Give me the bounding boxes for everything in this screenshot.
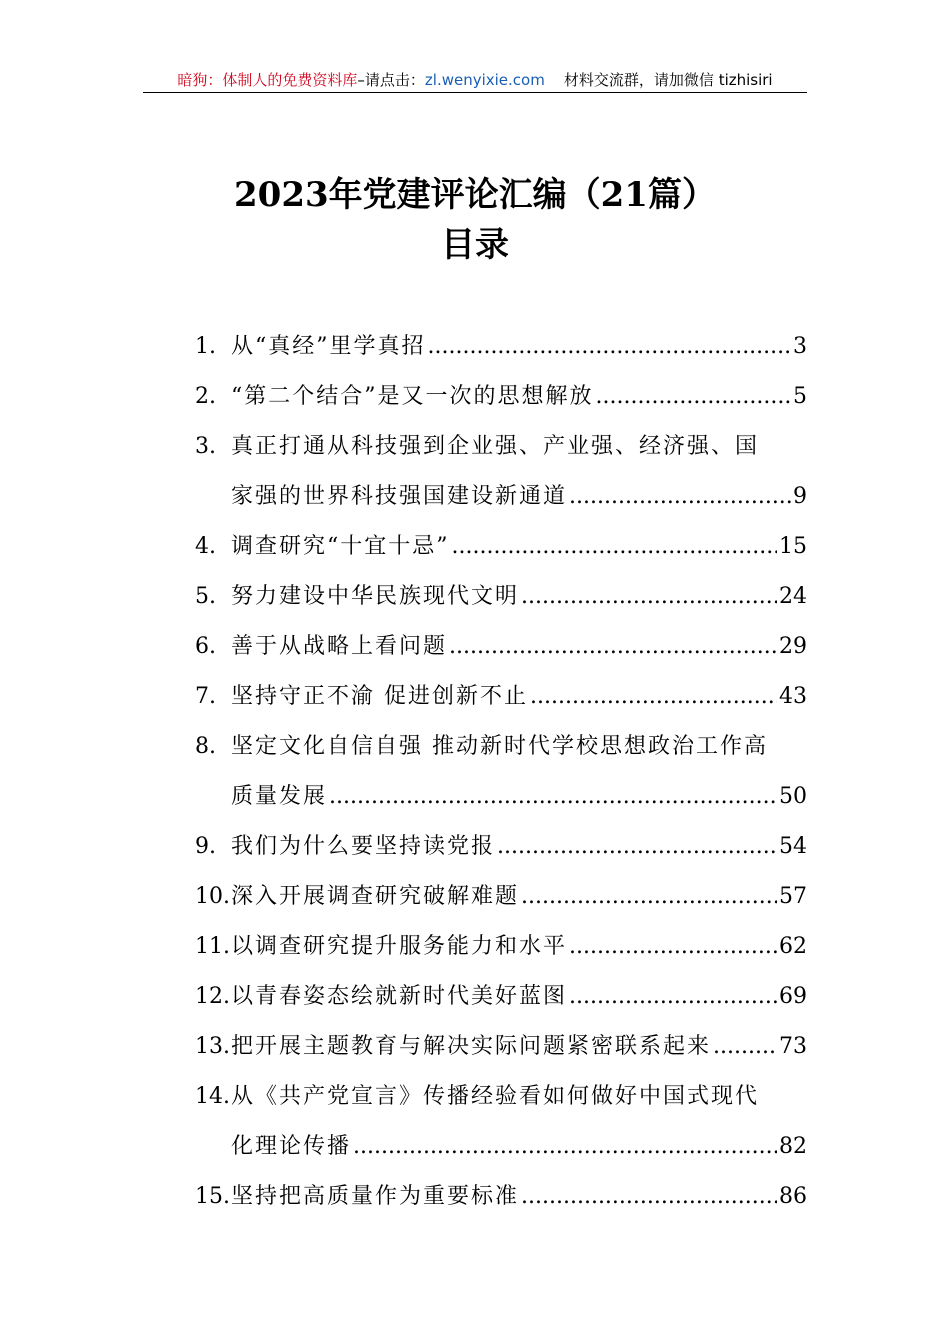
toc-entry-number: 7. [195,684,216,709]
toc-entry-title: 坚持守正不渝 促进创新不止 [231,684,528,709]
toc-entry-title: 善于从战略上看问题 [231,634,448,659]
toc-entry-page: 15 [779,534,807,559]
header-click-prompt: –请点击： [357,71,425,89]
toc-entry-page: 3 [793,334,807,359]
toc-entry-title: 努力建设中华民族现代文明 [231,584,520,609]
toc-entry-title: 我们为什么要坚持读党报 [231,834,496,859]
document-title: 2023年党建评论汇编（21篇） [234,175,716,215]
toc-entry-page: 86 [779,1184,807,1209]
page-header [143,68,807,93]
toc-entry-title: “第二个结合”是又一次的思想解放 [231,384,594,409]
toc-heading: 目录 [441,225,509,265]
toc-entry-title: 从《共产党宣言》传播经验看如何做好中国式现代 [231,1084,760,1109]
toc-entry-title: 坚持把高质量作为重要标准 [231,1184,520,1209]
toc-entry-number: 2. [195,384,216,409]
toc-entry-page: 54 [779,834,807,859]
toc-entry[interactable] [195,972,807,1022]
toc-entry-number: 9. [195,834,216,859]
toc-entry[interactable] [195,822,807,872]
toc-entry-continuation[interactable] [195,1122,807,1172]
toc-entry-number: 8. [195,734,216,759]
toc-entry[interactable] [195,872,807,922]
toc-entry[interactable] [195,722,807,772]
toc-entry[interactable] [195,522,807,572]
header-site-name: 暗狗：体制人的免费资料库 [177,71,358,89]
dot-leader [497,822,777,872]
toc-entry-page: 9 [793,484,807,509]
dot-leader [428,322,792,372]
toc-entry[interactable] [195,372,807,422]
toc-entry-continuation[interactable] [195,772,807,822]
toc-entry-page: 24 [779,584,807,609]
toc-entry-title-cont: 质量发展 [231,784,328,809]
toc-entry-title-cont: 化理论传播 [231,1134,352,1159]
toc-entry[interactable] [195,572,807,622]
toc-entry[interactable] [195,622,807,672]
toc-entry-page: 57 [779,884,807,909]
toc-entry-title: 调查研究“十宜十忌” [231,534,450,559]
toc-entry-number: 12. [195,984,230,1009]
toc-entry-page: 5 [793,384,807,409]
toc-entry-number: 14. [195,1084,230,1109]
toc-entry-page: 62 [779,934,807,959]
toc-entry-page: 73 [779,1034,807,1059]
toc-entry-page: 50 [779,784,807,809]
dot-leader [596,372,792,422]
toc-entry-page: 82 [779,1134,807,1159]
dot-leader [713,1022,777,1072]
dot-leader [569,972,777,1022]
toc-entry-number: 11. [195,934,230,959]
dot-leader [569,922,777,972]
toc-entry[interactable] [195,322,807,372]
toc-entry-number: 4. [195,534,216,559]
toc-entry-number: 1. [195,334,216,359]
toc-entry-number: 15. [195,1184,230,1209]
toc-entry-title: 真正打通从科技强到企业强、产业强、经济强、国 [231,434,760,459]
toc-entry-number: 10. [195,884,230,909]
dot-leader [569,472,791,522]
dot-leader [353,1122,777,1172]
dot-leader [449,622,777,672]
toc-entry[interactable] [195,1172,807,1222]
toc-entry[interactable] [195,1022,807,1072]
toc-entry[interactable] [195,922,807,972]
dot-leader [452,522,778,572]
toc-entry-number: 3. [195,434,216,459]
toc-entry-number: 5. [195,584,216,609]
toc-entry[interactable] [195,672,807,722]
toc-entry[interactable] [195,422,807,472]
toc-entry-page: 29 [779,634,807,659]
toc-entry-title: 以青春姿态绘就新时代美好蓝图 [231,984,568,1009]
dot-leader [521,572,777,622]
header-wechat-note: 材料交流群，请加微信 tizhisiri [563,71,773,89]
toc-entry-number: 6. [195,634,216,659]
toc-entry-title: 深入开展调查研究破解难题 [231,884,520,909]
table-of-contents [195,322,807,1222]
toc-entry-page: 43 [779,684,807,709]
toc-entry-title: 以调查研究提升服务能力和水平 [231,934,568,959]
toc-entry-number: 13. [195,1034,230,1059]
header-url-link[interactable]: zl.wenyixie.com [424,71,545,89]
toc-entry-continuation[interactable] [195,472,807,522]
toc-entry-title: 坚定文化自信自强 推动新时代学校思想政治工作高 [231,734,768,759]
toc-entry-title-cont: 家强的世界科技强国建设新通道 [231,484,568,509]
dot-leader [530,672,777,722]
dot-leader [329,772,777,822]
toc-entry-title: 把开展主题教育与解决实际问题紧密联系起来 [231,1034,712,1059]
toc-entry-page: 69 [779,984,807,1009]
dot-leader [521,1172,777,1222]
toc-entry[interactable] [195,1072,807,1122]
dot-leader [521,872,777,922]
toc-entry-title: 从“真经”里学真招 [231,334,426,359]
